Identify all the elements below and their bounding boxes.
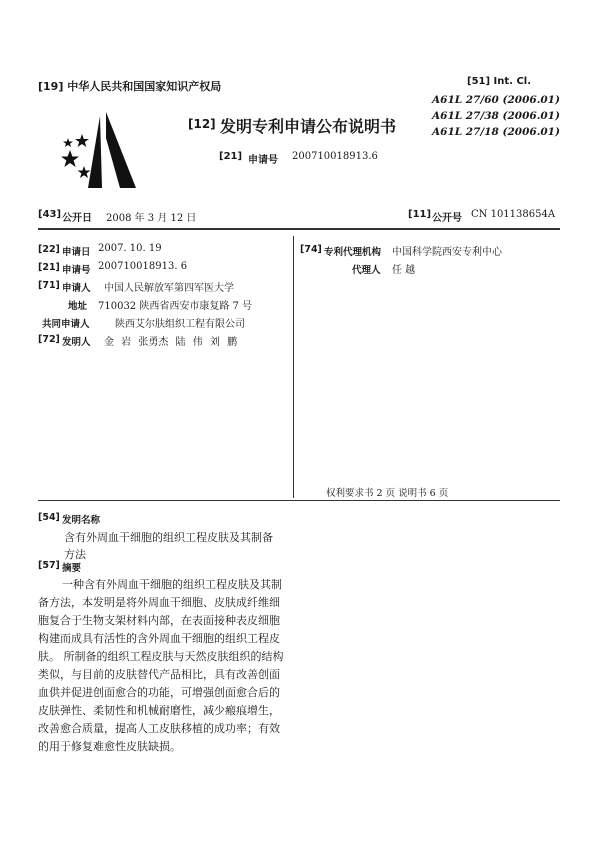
abstract-line: 的用于修复难愈性皮肤缺损。 [38,740,181,753]
address-label: 地址 [68,301,88,312]
abstract-line: 备方法，本发明是将外周血干细胞、皮肤成纤维细 [38,596,280,609]
pub-no-label: 公开号 [432,213,462,224]
inventor-label: 发明人 [62,337,91,348]
appno-label: 申请号 [62,265,91,276]
int-cl-entry: A61L 27/18 (2006.01) [432,126,560,138]
appno-value: 200710018913. 6 [98,261,188,272]
int-cl-label: [51] Int. Cl. [467,76,532,87]
abstract-line: 类似，与目前的皮肤替代产品相比，具有改善创面 [38,668,280,681]
doc-type-title: 发明专利申请公布说明书 [220,117,397,136]
coapplicant-label: 共同申请人 [42,319,90,330]
applicant-value: 中国人民解放军第四军医大学 [104,283,234,294]
filing-label: 申请日 [62,247,91,258]
abstract-code: [57] [38,560,60,571]
filing-code: [22] [38,244,60,255]
abstract-line: 一种含有外周血干细胞的组织工程皮肤及其制 [62,578,282,591]
agent-value: 任 越 [392,265,416,276]
title-code: [54] [38,512,60,523]
invention-title: 含有外周血干细胞的组织工程皮肤及其制备 [64,531,273,544]
abstract-line: 肤。 所制备的组织工程皮肤与天然皮肤组织的结构 [38,650,284,663]
issuing-office: [19] 中华人民共和国国家知识产权局 [38,80,222,93]
abstract-label: 摘要 [62,563,82,574]
doc-type-code: [12] [188,117,216,131]
abstract-line: 胞复合于生物支架材料内部，在表面接种表皮细胞 [38,614,280,627]
app-no-label: 申请号 [248,155,278,166]
int-cl-entry: A61L 27/38 (2006.01) [432,110,560,122]
title-label: 发明名称 [62,515,101,526]
page-counts: 权利要求书 2 页 说明书 6 页 [326,488,449,499]
column-divider [293,236,294,498]
appno-code: [21] [38,262,60,273]
abstract-line: 血供并促进创面愈合的功能，可增强创面愈合后的 [38,686,280,699]
app-no-value: 200710018913.6 [292,151,378,162]
patent-office-logo [58,108,158,190]
inventor-code: [72] [38,334,60,345]
abstract-line: 构建而成具有活性的含外周血干细胞的组织工程皮 [38,632,280,645]
pub-date-value: 2008 年 3 月 12 日 [106,213,197,224]
agency-label: 专利代理机构 [324,247,382,258]
pub-no-value: CN 101138654A [471,209,556,220]
inventor-names: 金 岩 张勇杰 陆 伟 刘 鹏 [104,337,238,348]
pub-date-label: 公开日 [62,213,92,224]
abstract-line: 皮肤弹性、柔韧性和机械耐磨性，减少瘢痕增生， [38,704,280,717]
agent-label: 代理人 [352,265,381,276]
coapplicant-value: 陕西艾尔肤组织工程有限公司 [115,319,245,330]
int-cl-entry: A61L 27/60 (2006.01) [432,94,560,106]
applicant-code: [71] [38,280,60,291]
abstract-line: 改善愈合质量，提高人工皮肤移植的成功率；有效 [38,722,280,735]
invention-title-cont: 方法 [64,548,86,561]
app-no-code: [21] [219,151,243,162]
top-rule [38,228,560,230]
applicant-label: 申请人 [62,283,91,294]
filing-date: 2007. 10. 19 [98,243,162,254]
pub-date-code: [43] [38,209,62,220]
address-value: 710032 陕西省西安市康复路 7 号 [98,301,253,312]
agency-code: [74] [300,244,322,255]
abstract-body [38,576,284,756]
pub-no-code: [11] [408,209,432,220]
bottom-rule [38,500,560,501]
agency-value: 中国科学院西安专利中心 [392,247,502,258]
